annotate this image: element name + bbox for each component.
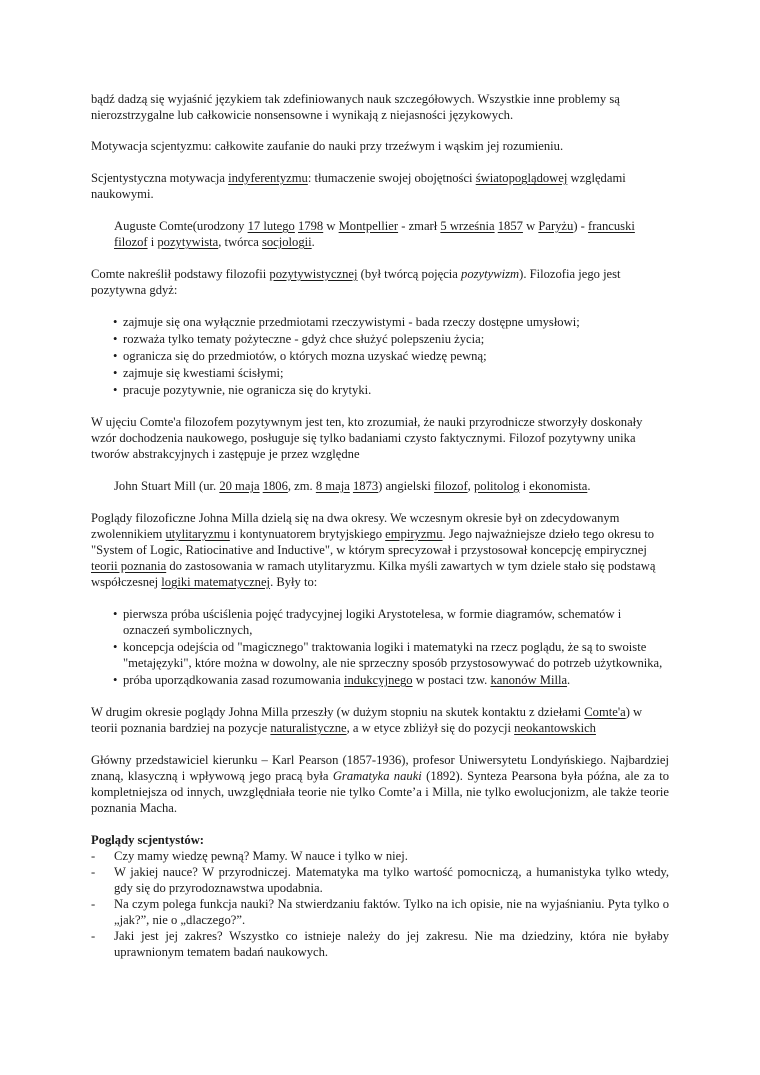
paragraph-mill-later bbox=[91, 704, 669, 736]
link-date[interactable]: 20 maja bbox=[219, 479, 260, 493]
text: ) - bbox=[573, 219, 589, 233]
list-item bbox=[91, 848, 669, 864]
list-item-text: rozważa tylko tematy pożyteczne - gdyż chce służyć polepszeniu życia; bbox=[123, 332, 485, 346]
list-item bbox=[91, 896, 669, 928]
text: i bbox=[519, 479, 530, 493]
list-item bbox=[91, 348, 669, 364]
text: , twórca bbox=[218, 235, 262, 249]
mill-ideas-list bbox=[91, 606, 669, 688]
text: Auguste Comte(urodzony bbox=[114, 219, 248, 233]
text: (był twórcą pojęcia bbox=[357, 267, 462, 281]
bullet-icon: • bbox=[113, 383, 118, 397]
emphasis: Gramatyka nauki bbox=[332, 769, 422, 783]
text: (1892). Synteza Pearsona była późna, ale za to kompletniejsza od innych, uwzględniała teorie nie tylko Comte’a i Milla, nie tylko ewolucjonizm, ale także teorie poznania Macha. bbox=[91, 769, 669, 815]
text: . bbox=[311, 235, 315, 249]
link-date[interactable]: 5 września bbox=[440, 219, 495, 233]
list-item-text: zajmuje się kwestiami ścisłymi; bbox=[123, 366, 284, 380]
list-item bbox=[91, 314, 669, 330]
link-francuski-filozof[interactable]: francuski filozof bbox=[114, 219, 635, 249]
text: ) angielski bbox=[378, 479, 435, 493]
link-pozytywistycznej[interactable]: pozytywistycznej bbox=[269, 267, 358, 281]
text: Scjentystyczna motywacja bbox=[91, 171, 229, 185]
list-item-text: Jaki jest jej zakres? Wszystko co istnieje należy do jej zakresu. Nie ma dziedziny, która nie byłaby uprawnionym tematem badań naukowych. bbox=[114, 929, 669, 959]
text: John Stuart Mill (ur. bbox=[114, 479, 220, 493]
text: próba uporządkowania zasad rozumowania bbox=[123, 673, 344, 687]
text: : tłumaczenie swojej obojętności bbox=[307, 171, 476, 185]
link-city[interactable]: Paryżu bbox=[538, 219, 574, 233]
list-item bbox=[91, 672, 669, 688]
link-swiatopogladowej[interactable]: światopoglądowej bbox=[475, 171, 568, 185]
link-neokantowskich[interactable]: neokantowskich bbox=[514, 721, 596, 735]
text-line: W ujęciu Comte'a filozofem pozytywnym jest ten, kto zrozumiał, że nauki przyrodnicze stworzyły doskonały bbox=[91, 415, 643, 429]
dash-icon: - bbox=[91, 865, 96, 879]
text-line: nierozstrzygalne lub całkowicie nonsensowne i wynikają z niejasności językowych. bbox=[91, 108, 514, 122]
link-empiryzmu[interactable]: empiryzmu bbox=[385, 527, 443, 541]
text: do zastosowania w ramach utylitaryzmu. Kilka myśli zawartych w tym dziele stało się podstawą współczesnej bbox=[91, 559, 656, 589]
paragraph-mill-bio bbox=[91, 478, 669, 494]
text: ). Filozofia jego jest pozytywna gdyż: bbox=[91, 267, 621, 297]
link-comtea[interactable]: Comte'a bbox=[584, 705, 626, 719]
list-item-text: Na czym polega funkcja nauki? Na stwierdzaniu faktów. Tylko na ich opisie, nie na wyjaśnianiu. Pyta tylko o „jak?”, nie o „dlaczego?”. bbox=[114, 897, 669, 927]
link-socjologii[interactable]: socjologii bbox=[261, 235, 312, 249]
text: , a w etyce zbliżył się do pozycji bbox=[346, 721, 515, 735]
link-teorii-poznania[interactable]: teorii poznania bbox=[91, 559, 167, 573]
text: . Były to: bbox=[270, 575, 318, 589]
paragraph-comte-positivism bbox=[91, 266, 669, 298]
link-politolog[interactable]: politolog bbox=[473, 479, 520, 493]
paragraph-positive-philosopher bbox=[91, 414, 669, 462]
link-city[interactable]: Montpellier bbox=[338, 219, 399, 233]
paragraph-continuation bbox=[91, 91, 669, 123]
dash-icon: - bbox=[91, 897, 96, 911]
list-item bbox=[91, 928, 669, 960]
text: Comte nakreślił podstawy filozofii bbox=[91, 267, 270, 281]
bullet-icon: • bbox=[113, 315, 118, 329]
link-utylitaryzmu[interactable]: utylitaryzmu bbox=[165, 527, 230, 541]
link-date[interactable]: 8 maja bbox=[315, 479, 350, 493]
link-pozytywista[interactable]: pozytywista bbox=[157, 235, 219, 249]
text: w postaci tzw. bbox=[412, 673, 491, 687]
views-heading bbox=[91, 832, 669, 848]
link-year[interactable]: 1798 bbox=[298, 219, 324, 233]
link-year[interactable]: 1857 bbox=[497, 219, 523, 233]
text: . Jego najważniejsze dzieło tego okresu to "System of Logic, Ratiocinative and Inductive", w którym sprecyzował i przystosował koncepcję empirycznej bbox=[91, 527, 655, 557]
text: w bbox=[323, 219, 339, 233]
views-list bbox=[91, 848, 669, 960]
text: . bbox=[587, 479, 591, 493]
positivism-list bbox=[91, 314, 669, 398]
link-kanonow-milla[interactable]: kanonów Milla bbox=[490, 673, 568, 687]
paragraph-motivation: Motywacja scjentyzmu: całkowite zaufanie do nauki przy trzeźwym i wąskim jej rozumieniu. bbox=[91, 139, 564, 153]
link-year[interactable]: 1873 bbox=[352, 479, 379, 493]
bullet-icon: • bbox=[113, 366, 118, 380]
paragraph-comte-bio bbox=[91, 218, 669, 250]
link-indyferentyzmu[interactable]: indyferentyzmu bbox=[228, 171, 308, 185]
text: W drugim okresie poglądy Johna Milla przeszły (w dużym stopniu na skutek kontaktu z dziełami bbox=[91, 705, 585, 719]
bullet-icon: • bbox=[113, 640, 118, 654]
bullet-icon: • bbox=[113, 332, 118, 346]
text: - zmarł bbox=[398, 219, 441, 233]
text: , zm. bbox=[287, 479, 316, 493]
link-logiki-matematycznej[interactable]: logiki matematycznej bbox=[161, 575, 271, 589]
bullet-icon: • bbox=[113, 673, 118, 687]
bullet-icon: • bbox=[113, 349, 118, 363]
text: Główny przedstawiciel kierunku – Karl Pearson (1857-1936), profesor Uniwersytetu Londyńskiego. Najbardziej znaną, klasyczną i wpływową jego pracą była bbox=[91, 753, 669, 783]
text-line: tworów abstrakcyjnych i zastępuje je przez względne bbox=[91, 447, 360, 461]
list-item-text: ogranicza się do przedmiotów, o których mozna uzyskać wiedzę pewną; bbox=[123, 349, 487, 363]
text: , bbox=[467, 479, 474, 493]
text: względami naukowymi. bbox=[91, 171, 626, 201]
text: Poglądy filozoficzne Johna Milla dzielą się na dwa okresy. We wczesnym okresie był on zdecydowanym zwolennikiem bbox=[91, 511, 620, 541]
list-item-text: pracuje pozytywnie, nie ogranicza się do krytyki. bbox=[123, 383, 372, 397]
text: w bbox=[522, 219, 539, 233]
list-item bbox=[91, 639, 669, 671]
text: ) w teorii poznania bardziej na pozycje bbox=[91, 705, 643, 735]
link-indukcyjnego[interactable]: indukcyjnego bbox=[344, 673, 413, 687]
text-line: wzór dochodzenia naukowego, posługuje się tylko badaniami czysto faktycznymi. Filozof pozytywny unika bbox=[91, 431, 636, 445]
link-year[interactable]: 1806 bbox=[262, 479, 288, 493]
text: . bbox=[567, 673, 571, 687]
link-date[interactable]: 17 lutego bbox=[247, 219, 295, 233]
link-filozof[interactable]: filozof bbox=[434, 479, 468, 493]
link-ekonomista[interactable]: ekonomista bbox=[529, 479, 588, 493]
list-item-text: W jakiej nauce? W przyrodniczej. Matematyka ma tylko wartość pomocniczą, a humanistyka tylko wtedy, gdy się do przyrodoznawstwa upodabnia. bbox=[114, 865, 669, 895]
list-item-text: Czy mamy wiedzę pewną? Mamy. W nauce i tylko w niej. bbox=[114, 849, 408, 863]
list-item bbox=[91, 606, 669, 638]
list-item-text: pierwsza próba uściślenia pojęć tradycyjnej logiki Arystotelesa, w formie diagramów, schematów i oznaczeń symbolicznych, bbox=[123, 607, 622, 637]
dash-icon: - bbox=[91, 849, 96, 863]
list-item bbox=[91, 864, 669, 896]
list-item bbox=[91, 382, 669, 398]
list-item bbox=[91, 331, 669, 347]
text: i kontynuatorem brytyjskiego bbox=[229, 527, 386, 541]
heading-text: Poglądy scjentystów: bbox=[91, 833, 204, 847]
text: i bbox=[147, 235, 158, 249]
bullet-icon: • bbox=[113, 607, 118, 621]
paragraph-indifferentism bbox=[91, 170, 669, 202]
list-item bbox=[91, 365, 669, 381]
list-item-text: koncepcja odejścia od "magicznego" traktowania logiki i matematyki na rzecz poglądu, że są to swoiste "metajęzyki", które można w dowolny, ale nie sprzeczny sposób przystosowywać do potrzeb użytkownika, bbox=[123, 640, 663, 670]
link-naturalistyczne[interactable]: naturalistyczne bbox=[270, 721, 347, 735]
text-line: bądź dadzą się wyjaśnić językiem tak zdefiniowanych nauk szczegółowych. Wszystkie inne problemy są bbox=[91, 92, 620, 106]
paragraph-pearson bbox=[91, 752, 669, 816]
paragraph-mill-views bbox=[91, 510, 669, 590]
list-item-text: zajmuje się ona wyłącznie przedmiotami rzeczywistymi - bada rzeczy dostępne umysłowi; bbox=[123, 315, 580, 329]
dash-icon: - bbox=[91, 929, 96, 943]
emphasis: pozytywizm bbox=[461, 267, 520, 281]
